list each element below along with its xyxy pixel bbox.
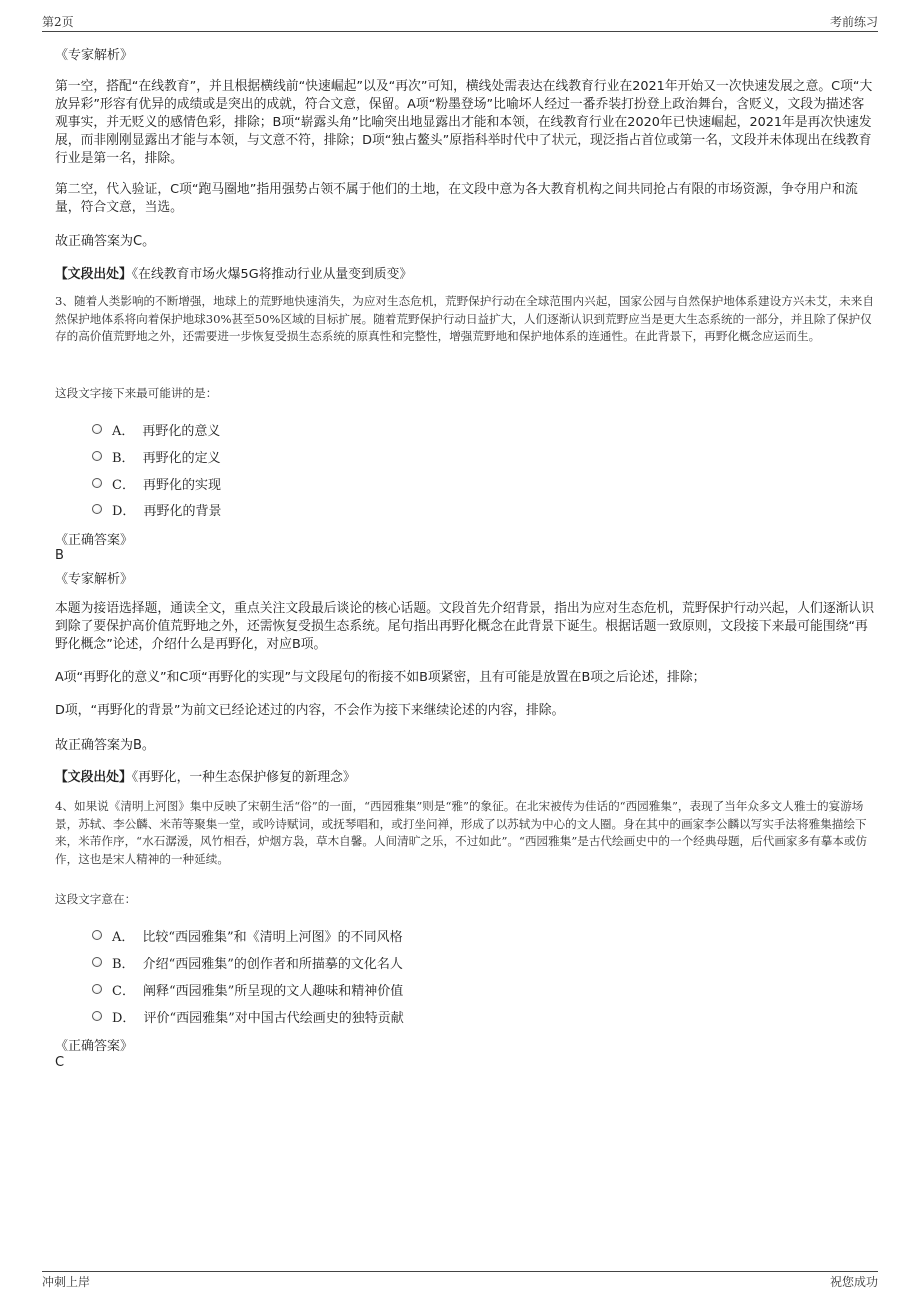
option-key: A． — [112, 929, 135, 945]
q2-analysis-para-1: 第一空，搭配“在线教育”，并且根据横线前“快速崛起”以及“再次”可知，横线处需表达在线教育行业在2021年开始又一次快速发展之意。C项“大放异彩”形容有优异的成绩或是突出的成就，符合文意，保留。A项“粉墨登场”比喻坏人经过一番乔装打扮登上政治舞台，含贬义，文段为描述客观事实，并无贬义的感情色彩，排除；B项“崭露头角”比喻突出地显露出才能和本领，在线教育行业在2020年已快速崛起，2021年是再次快速发展，而非刚刚显露出才能与本领，与文意不符，排除；D项“独占鳌头”原指科举时代中了状元，现泛指占首位或第一名，文段并未体现出在线教育行业是第一名，排除。 — [55, 79, 873, 166]
q2-source-label: 【文段出处】 — [55, 267, 132, 282]
option-key: B． — [112, 956, 135, 972]
option-key: D． — [112, 1010, 136, 1026]
page-number: 第2页 — [42, 15, 74, 29]
option-text: 再野化的意义 — [142, 423, 221, 439]
page-footer — [42, 1271, 878, 1291]
option-key: B． — [112, 450, 135, 466]
q3-option-a[interactable] — [92, 419, 220, 439]
q3-analysis-para-3: D项，“再野化的背景”为前文已经论述过的内容，不会作为接下来继续论述的内容，排除。 — [55, 703, 565, 718]
q3-conclusion: 故正确答案为B。 — [55, 738, 155, 753]
q3-analysis-para-2: A项“再野化的意义”和C项“再野化的实现”与文段尾句的衔接不如B项紧密，且有可能是放置在B项之后论述，排除； — [55, 670, 706, 685]
option-text: 比较“西园雅集”和《清明上河图》的不同风格 — [142, 929, 403, 945]
q4-option-b[interactable] — [92, 952, 403, 972]
q3-source-label: 【文段出处】 — [55, 770, 132, 785]
radio-icon[interactable] — [92, 984, 102, 994]
q2-conclusion: 故正确答案为C。 — [55, 234, 156, 249]
radio-icon[interactable] — [92, 424, 102, 434]
radio-icon[interactable] — [92, 957, 102, 967]
q2-expert-label: 《专家解析》 — [55, 48, 134, 63]
q4-option-d[interactable] — [92, 1006, 404, 1026]
q3-answer: B — [55, 548, 64, 563]
q2-source — [55, 263, 876, 282]
q3-prompt: 这段文字接下来最可能讲的是： — [55, 386, 218, 400]
q3-source-title: 《再野化，一种生态保护修复的新理念》 — [131, 770, 356, 785]
q4-answer-label: 《正确答案》 — [55, 1039, 134, 1054]
radio-icon[interactable] — [92, 451, 102, 461]
option-text: 再野化的背景 — [143, 503, 222, 519]
q3-option-d[interactable] — [92, 499, 221, 519]
q3-option-b[interactable] — [92, 446, 221, 466]
q2-source-title: 《在线教育市场火爆5G将推动行业从量变到质变》 — [131, 267, 413, 282]
q3-expert-label: 《专家解析》 — [55, 572, 134, 587]
option-text: 再野化的定义 — [142, 450, 221, 466]
q4-prompt: 这段文字意在： — [55, 892, 137, 906]
radio-icon[interactable] — [92, 478, 102, 488]
header-title: 考前练习 — [829, 15, 878, 29]
q3-answer-label: 《正确答案》 — [55, 533, 134, 548]
option-key: C． — [112, 477, 135, 493]
q3-analysis-para-1: 本题为接语选择题，通读全文，重点关注文段最后谈论的核心话题。文段首先介绍背景，指出为应对生态危机，荒野保护行动兴起，人们逐渐认识到除了要保护高价值荒野地之外，还需恢复受损生态系统。尾句指出再野化概念在此背景下诞生。根据话题一致原则，文段接下来最可能围绕“再野化概念”论述，介绍什么是再野化，对应B项。 — [55, 601, 874, 652]
q3-option-c[interactable] — [92, 473, 221, 493]
q4-answer: C — [55, 1055, 65, 1070]
option-key: D． — [112, 503, 136, 519]
q4-option-c[interactable] — [92, 979, 403, 999]
q3-question-text: 3、随着人类影响的不断增强，地球上的荒野地快速消失，为应对生态危机，荒野保护行动在全球范围内兴起，国家公园与自然保护地体系建设方兴未艾，未来自然保护地体系将向着保护地球30%甚至50%区域的目标扩展。随着荒野保护行动日益扩大，人们逐渐认识到荒野应当是更大生态系统的一部分，并且除了保护仅存的高价值荒野地之外，还需要进一步恢复受损生态系统的原真性和完整性，增强荒野地和保护地体系的连通性。在此背景下，再野化概念应运而生。 — [55, 294, 874, 343]
q2-analysis-para-2: 第二空，代入验证，C项“跑马圈地”指用强势占领不属于他们的土地，在文段中意为各大教育机构之间共同抢占有限的市场资源，争夺用户和流量，符合文意，当选。 — [55, 182, 858, 215]
q3-source — [55, 766, 876, 785]
footer-left: 冲刺上岸 — [42, 1275, 91, 1289]
option-text: 阐释“西园雅集”所呈现的文人趣味和精神价值 — [142, 983, 404, 999]
q4-option-a[interactable] — [92, 925, 403, 945]
radio-icon[interactable] — [92, 504, 102, 514]
option-text: 再野化的实现 — [142, 477, 221, 493]
option-text: 评价“西园雅集”对中国古代绘画史的独特贡献 — [143, 1010, 404, 1026]
option-text: 介绍“西园雅集”的创作者和所描摹的文化名人 — [142, 956, 403, 972]
q4-question-text: 4、如果说《清明上河图》集中反映了宋朝生活“俗”的一面，“西园雅集”则是“雅”的象征。在北宋被传为佳话的“西园雅集”，表现了当年众多文人雅士的宴游场景，苏轼、李公麟、米芾等聚集一堂，或吟诗赋词，或抚琴唱和，或打坐问禅，形成了以苏轼为中心的文人圈。身在其中的画家李公麟以写实手法将雅集描绘下来，米芾作序，“水石潺湲，风竹相吞，炉烟方袅，草木自馨。人间清旷之乐，不过如此”。“西园雅集”是古代绘画史中的一个经典母题，后代画家多有摹本或仿作，这也是宋人精神的一种延续。 — [55, 799, 868, 866]
radio-icon[interactable] — [92, 1011, 102, 1021]
option-key: C． — [112, 983, 135, 999]
option-key: A． — [112, 423, 135, 439]
radio-icon[interactable] — [92, 930, 102, 940]
footer-right: 祝您成功 — [829, 1275, 878, 1289]
page-header — [42, 13, 878, 32]
